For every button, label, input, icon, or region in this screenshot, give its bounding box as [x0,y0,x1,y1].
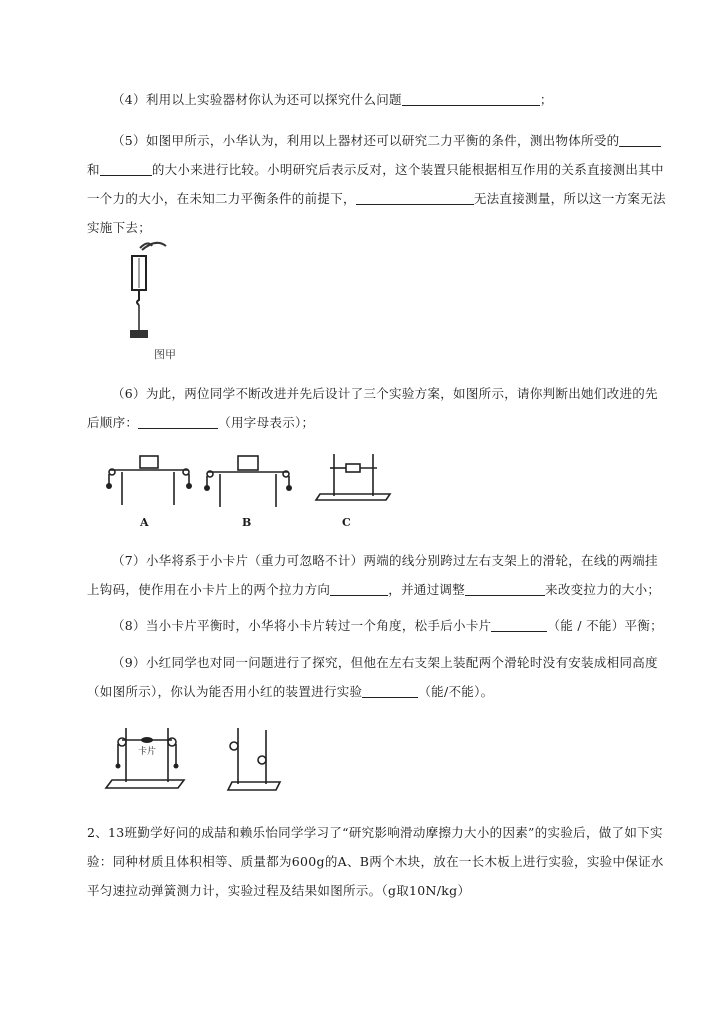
question-7 [87,546,667,604]
label-c: C [342,516,351,529]
answer-blank[interactable] [356,190,474,205]
question-6 [87,379,667,437]
q5-text-d: 无法直接测量，所以这一方案无法实施下去； [87,191,666,235]
q6-text-b: （用字母表示）； [218,415,315,430]
answer-blank[interactable] [362,683,418,698]
answer-blank[interactable] [330,581,388,596]
q5-text-a: （5）如图甲所示，小华认为，利用以上器材还可以研究二力平衡的条件，测出物体所受的 [112,133,620,148]
answer-blank[interactable] [138,414,218,429]
answer-blank[interactable] [491,617,547,632]
q7-text-a: （7）小华将系于小卡片（重力可忽略不计）两端的线分别跨过左右支架上的滑轮，在线的两端挂上钩码，使作用在小卡片上的两个拉力方向 [87,553,658,597]
question-4 [87,85,667,114]
q2-text: 2、13班勤学好问的成喆和赖乐怡同学学习了“研究影响滑动摩擦力大小的因素”的实验后，做了如下实验：同种材质且体积相等、质量都为600g的A、B两个木块，放在一长木板上进行实验，实验中保证水平匀速拉动弹簧测力计，实验过程及结果如图所示。（g取10N/kg） [87,825,664,898]
figure-setups-abc [98,450,398,535]
spring-scale-icon [118,238,208,348]
q4-text: （4）利用以上实验器材你认为还可以探究什么问题 [112,92,402,107]
q7-text-c: 来改变拉力的大小； [545,582,661,597]
label-b: B [242,516,252,529]
question-5 [87,126,667,242]
question-2 [87,818,667,905]
figure-caption: 图甲 [154,348,176,361]
q9-text-b: （能/不能）。 [418,684,494,699]
question-9 [87,648,667,706]
label-a: A [140,516,149,529]
q9-text-a: （9）小红同学也对同一问题进行了探究，但他在左右支架上装配两个滑轮时没有安装成相同高度（如图所示），你认为能否用小红的装置进行实验 [87,655,658,699]
figure-jia-spring-scale [118,238,208,363]
card-label: 卡片 [138,747,157,757]
q5-text-b: 和 [87,162,100,177]
q6-text-a: （6）为此，两位同学不断改进并先后设计了三个实验方案，如图所示，请你判断出她们改进的先后顺序： [87,386,658,430]
apparatus-diagram-icon [98,450,398,520]
pulley-stand-icon [100,720,290,795]
q8-text-b: （能 / 不能）平衡； [547,618,663,633]
q5-text-c: 的大小来进行比较。小明研究后表示反对，这个装置只能根据相互作用的关系直接测出其中一个力的大小，在未知二力平衡条件的前提下， [87,162,664,206]
figure-q9-setups [100,720,300,800]
answer-blank[interactable] [465,581,545,596]
q4-end: ； [539,92,553,107]
q8-text-a: （8）当小卡片平衡时，小华将小卡片转过一个角度，松手后小卡片 [112,618,492,633]
answer-blank[interactable] [100,161,152,176]
answer-blank[interactable] [402,91,540,106]
question-8 [87,611,667,640]
answer-blank[interactable] [619,132,661,147]
q7-text-b: ，并通过调整 [388,582,466,597]
